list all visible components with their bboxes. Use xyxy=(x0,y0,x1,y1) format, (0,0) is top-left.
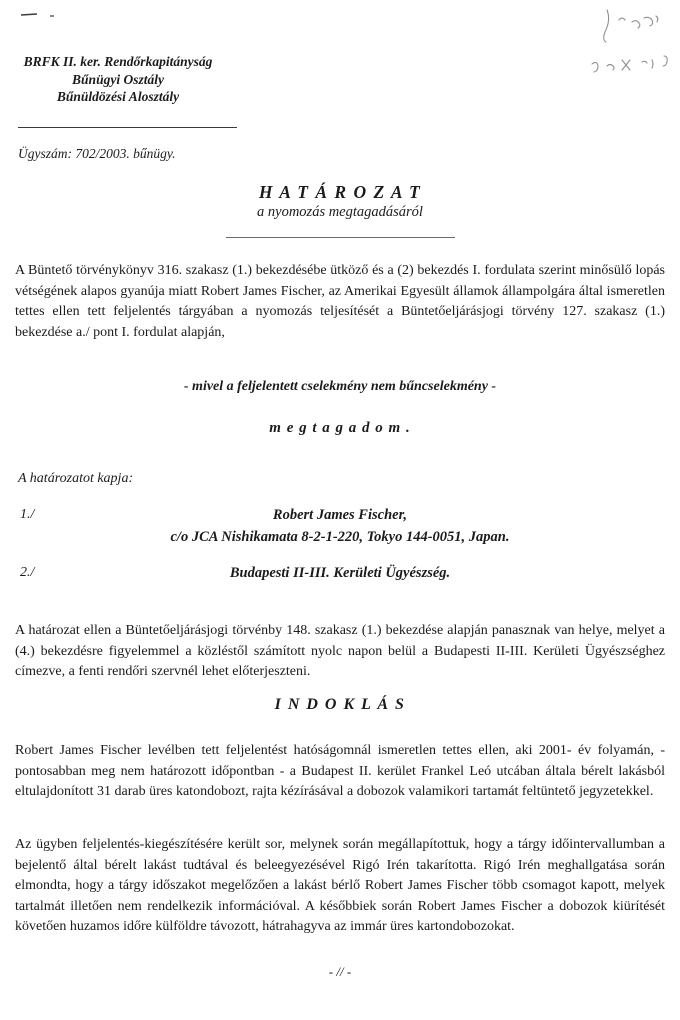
justification-paragraph-2: Az ügyben feljelentés-kiegészítésére került sor, melynek során megállapítottuk, hogy a tárgy időintervallumban a bejelentő által bérelt lakást tudtával és beleegyezésével Rigó Irén takarította. Rigó Irén meghallgatása során elmondta, hogy a tárgy időszakot megelőzően a lakást bérlő Robert James Fischer több csomagot kapott, melyek tartalmát illetően nem rendelkezik információval. A későbbiek során Robert James Fischer a dobozok kiürítését követően huzamos időre külföldre távozott, hátrahagyva az immár üres kartondobozokat. xyxy=(15,837,665,934)
justification-heading: I N D O K L Á S xyxy=(274,696,406,713)
title-divider xyxy=(226,237,455,238)
case-number: Ügyszám: 702/2003. bűnügy. xyxy=(18,146,176,161)
appeal-paragraph: A határozat ellen a Büntetőeljárásjogi törvénby 148. szakasz (1.) bekezdése alapján panasznak van helye, melyet a (4.) bekezdésre figyelemmel a közléstől számított nyolc napon belül a Budapesti II-III. Kerületi Ügyészséghez címezve, a fenti rendőri szervnél lehet előterjeszteni. xyxy=(15,623,665,679)
document-title: H A T Á R O Z A T xyxy=(258,182,422,202)
recipients-label: A határozatot kapja: xyxy=(18,471,134,486)
recipient-1-address: c/o JCA Nishikamata 8-2-1-220, Tokyo 144-0051, Japan. xyxy=(170,529,510,545)
page-number-mark: - // - xyxy=(328,964,352,979)
letterhead xyxy=(18,53,218,106)
handwritten-annotation xyxy=(552,2,680,102)
recipient-1-number: 1./ xyxy=(20,507,35,522)
decision-word: m e g t a g a d o m . xyxy=(269,420,411,436)
recipient-1-name: Robert James Fischer, xyxy=(272,507,408,523)
photocopy-corner-mark xyxy=(20,10,66,22)
org-name-line3: Bűnüldözési Alosztály xyxy=(56,89,180,104)
letterhead-divider xyxy=(18,127,237,128)
recipient-2-number: 2./ xyxy=(20,565,35,580)
org-name-line1: BRFK II. ker. Rendőrkapitányság xyxy=(23,54,213,69)
recipient-2-name: Budapesti II-III. Kerületi Ügyészség. xyxy=(229,565,451,581)
intro-paragraph: A Büntető törvénykönyv 316. szakasz (1.) bekezdésébe ütköző és a (2) bekezdés I. fordulata szerint minősülő lopás vétségének alapos gyanúja miatt Robert James Fischer, az Amerikai Egyesült államok állampolgára által ismeretlen tettes ellen tett feljelentés tárgyában a nyomozás teljesítését a Büntetőeljárásjogi törvény 127. szakasz (1.) bekezdése a./ pont I. fordulat alapján, xyxy=(15,263,665,340)
reason-line: - mivel a feljelentett cselekmény nem bűncselekmény - xyxy=(183,379,497,394)
justification-paragraph-1: Robert James Fischer levélben tett feljelentést hatóságomnál ismeretlen tettes ellen, aki 2001- év folyamán, - pontosabban meg nem határozott időpontban - a Budapest II. kerület Frankel Leó utcában általa bérelt lakásból eltulajdonított 31 darab üres katondobozt, rajta kézírásával a dobozok valamikori tartamát feltüntető jegyzetekkel. xyxy=(15,743,665,799)
org-name-line2: Bűnügyi Osztály xyxy=(72,71,164,87)
document-subtitle: a nyomozás megtagadásáról xyxy=(257,204,423,220)
